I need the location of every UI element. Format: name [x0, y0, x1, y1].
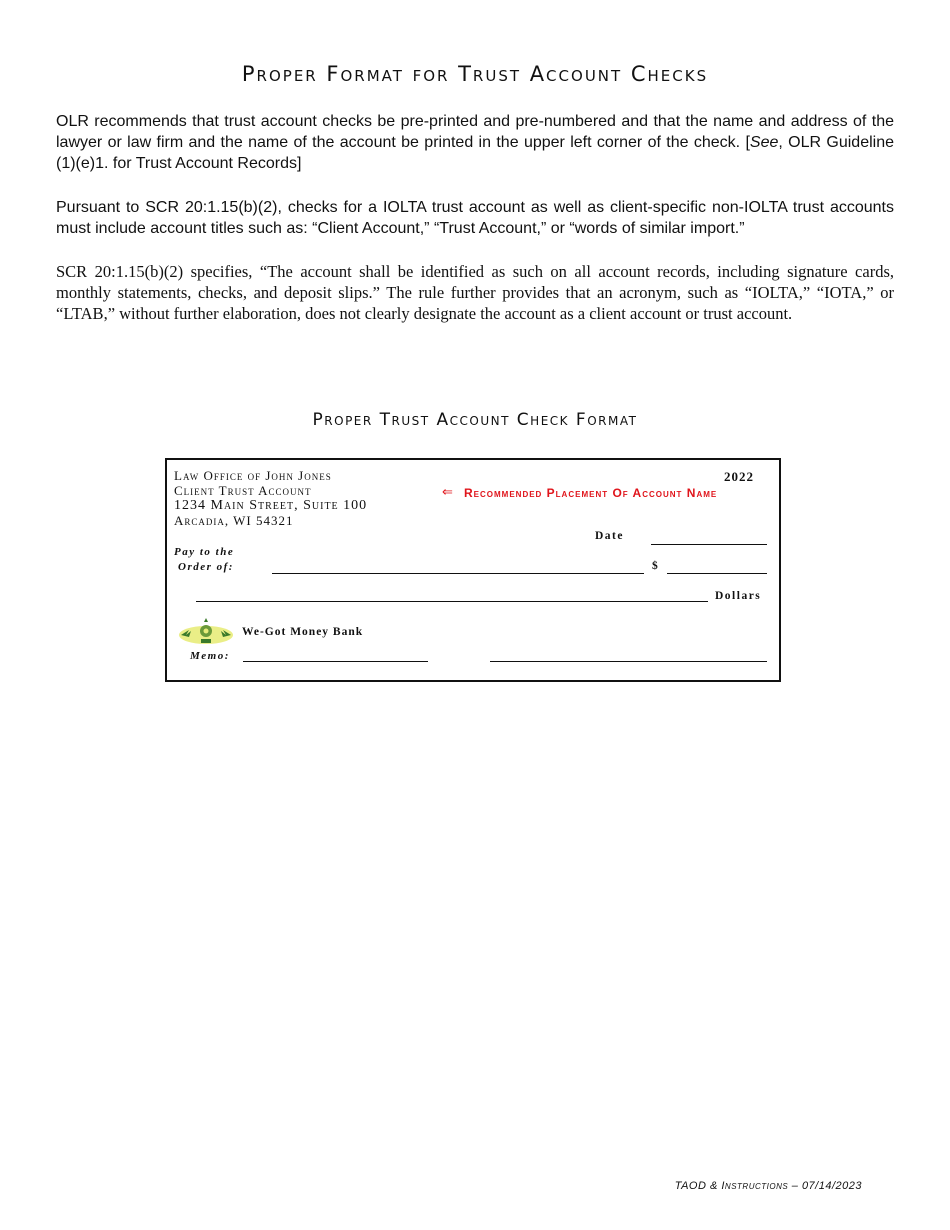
see-emphasis: See — [749, 134, 779, 151]
placement-note: Recommended Placement Of Account Name — [464, 486, 718, 500]
sample-check — [165, 458, 781, 682]
memo-line — [243, 661, 428, 662]
check-number: 2022 — [724, 469, 754, 484]
paragraph-recommendation: OLR recommends that trust account checks be pre-printed and pre-numbered and that the name and address of the lawyer or law firm and the name of the account be printed in the upper left corner of the check. [See, OLR Guideline (1)(e)1. for Trust Account Records] — [56, 113, 894, 172]
page-footer: TAOD & Instructions – 07/14/2023 — [674, 1180, 862, 1192]
firm-name: Law Office of John Jones — [174, 468, 332, 483]
date-label: Date — [595, 530, 624, 542]
check-section-title: Proper Trust Account Check Format — [312, 410, 638, 430]
amount-line — [667, 573, 767, 574]
written-amount-line — [196, 601, 708, 602]
order-of-label: Order of: — [178, 561, 234, 573]
payee-line — [272, 573, 644, 574]
paragraph-pursuant: Pursuant to SCR 20:1.15(b)(2), checks for a IOLTA trust account as well as client-specific non-IOLTA trust accounts must include account titles such as: “Client Account,” “Trust Account,” or “words of similar import.” — [56, 199, 894, 237]
dollars-label: Dollars — [715, 590, 762, 602]
bank-name: We-Got Money Bank — [242, 626, 364, 638]
memo-label: Memo: — [190, 650, 230, 662]
dollar-sign: $ — [652, 560, 660, 572]
pay-to-label: Pay to the — [174, 546, 235, 558]
paragraph-specifies: SCR 20:1.15(b)(2) specifies, “The account shall be identified as such on all account records, including signature cards, monthly statements, checks, and deposit slips.” The rule further provides that an acronym, such as “IOLTA,” “IOTA,” or “LTAB,” without further elaboration, does not clearly designate the account as a client account or trust account. — [56, 262, 894, 323]
left-arrow-icon: ⇐ — [442, 484, 453, 499]
firm-address: 1234 Main Street, Suite 100 — [174, 498, 368, 513]
bank-logo-icon — [177, 618, 235, 648]
date-line — [651, 544, 767, 545]
page-title: Proper Format for Trust Account Checks — [241, 62, 709, 86]
signature-line — [490, 661, 767, 662]
firm-city: Arcadia, WI 54321 — [174, 513, 294, 528]
account-name: Client Trust Account — [174, 483, 312, 498]
